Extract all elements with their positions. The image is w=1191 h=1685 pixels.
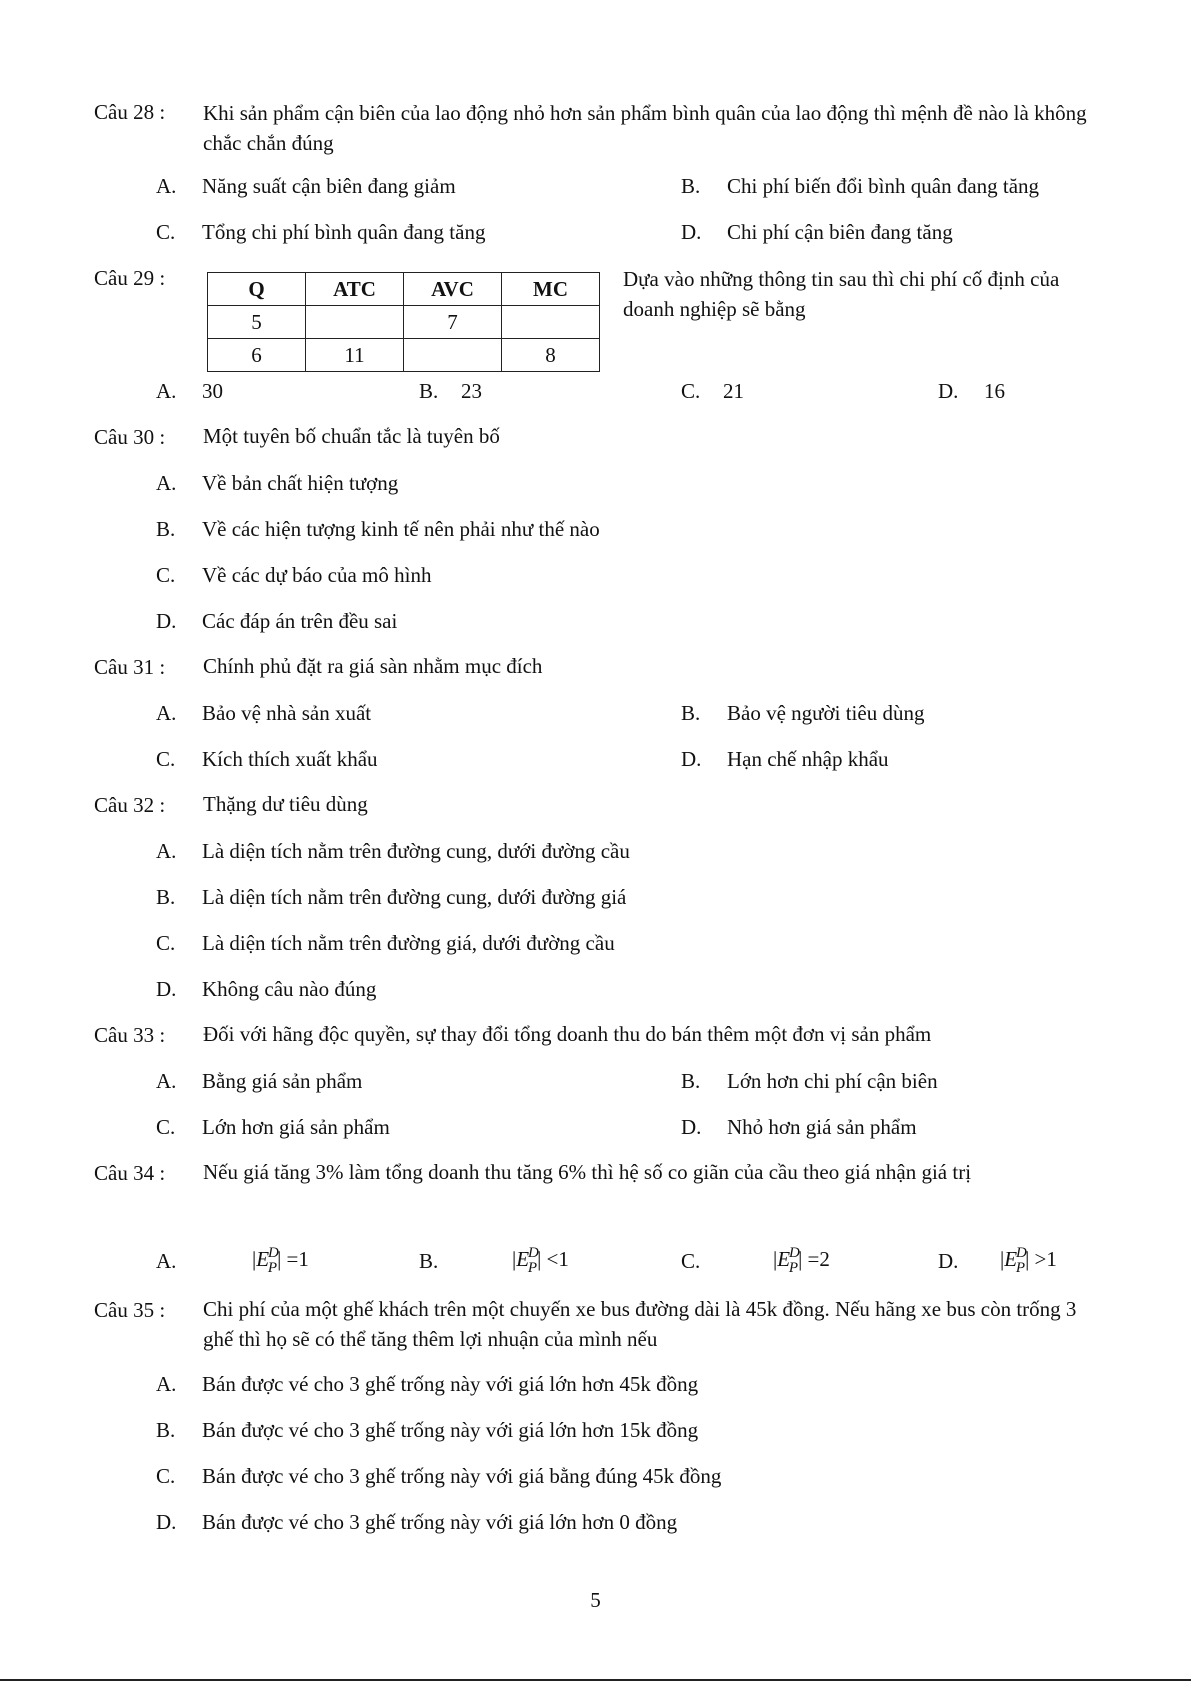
- option-text: 23: [461, 379, 482, 403]
- option-text: Về bản chất hiện tượng: [202, 471, 399, 495]
- option-letter: A.: [156, 379, 177, 403]
- option-relation: >1: [1034, 1247, 1057, 1271]
- option-text: Bảo vệ nhà sản xuất: [202, 701, 372, 725]
- elasticity-superscript: D: [1016, 1245, 1027, 1261]
- option-letter: D.: [681, 1115, 702, 1139]
- elasticity-symbol: E: [1004, 1247, 1018, 1271]
- elasticity-subscript: P: [1015, 1260, 1026, 1276]
- table-cell: [502, 306, 600, 339]
- option-text: Bán được vé cho 3 ghế trống này với giá lớn hơn 45k đồng: [202, 1372, 699, 1396]
- table-row: [208, 306, 600, 339]
- elasticity-superscript: D: [268, 1245, 279, 1261]
- option-letter: A.: [156, 701, 177, 725]
- question-29-number: Câu 29 :: [94, 266, 166, 290]
- option-text: Về các dự báo của mô hình: [202, 563, 432, 587]
- option-text: Là diện tích nằm trên đường cung, dưới đường cầu: [202, 839, 630, 863]
- option-text: Kích thích xuất khẩu: [202, 747, 378, 771]
- footer-divider: [0, 1679, 1191, 1681]
- question-34-option-b: $|E^D_P| <1$: [512, 1245, 569, 1276]
- option-relation: =2: [807, 1247, 830, 1271]
- question-33-option-d: [681, 1115, 917, 1140]
- option-text: 30: [202, 379, 223, 403]
- table-header: MC: [502, 273, 600, 306]
- option-letter: D.: [156, 1510, 177, 1534]
- option-letter: C.: [156, 220, 176, 244]
- question-29-option-c: [681, 379, 744, 404]
- table-header: AVC: [404, 273, 502, 306]
- question-34-option-a: $|E^D_P| =1$: [252, 1245, 309, 1276]
- question-31-option-d: [681, 747, 889, 772]
- question-35-number: Câu 35 :: [94, 1298, 166, 1322]
- option-letter: A.: [156, 839, 177, 863]
- question-31-option-a: [156, 701, 371, 726]
- option-letter: B.: [156, 1418, 176, 1442]
- question-32-text: Thặng dư tiêu dùng: [203, 792, 368, 816]
- option-letter: D.: [681, 220, 702, 244]
- question-33-option-c: [156, 1115, 390, 1140]
- question-33-text: Đối với hãng độc quyền, sự thay đổi tổng doanh thu do bán thêm một đơn vị sản phẩm: [203, 1022, 932, 1046]
- table-header: ATC: [306, 273, 404, 306]
- table-cell: [306, 306, 404, 339]
- question-35-option-a: [156, 1372, 698, 1397]
- option-letter: C.: [156, 1464, 176, 1488]
- option-letter: D.: [156, 609, 177, 633]
- option-letter: C.: [156, 1115, 176, 1139]
- option-text: Lớn hơn giá sản phẩm: [202, 1115, 390, 1139]
- question-34-option-d: $|E^D_P| >1$: [1000, 1245, 1057, 1276]
- option-text: Bán được vé cho 3 ghế trống này với giá lớn hơn 15k đồng: [202, 1418, 699, 1442]
- question-28-option-d: [681, 220, 953, 245]
- question-30-option-a: [156, 471, 398, 496]
- question-28-text: Khi sản phẩm cận biên của lao động nhỏ hơn sản phẩm bình quân của lao động thì mệnh đề nào là không chắc chắn đúng: [203, 101, 1087, 155]
- option-text: Bán được vé cho 3 ghế trống này với giá bằng đúng 45k đồng: [202, 1464, 722, 1488]
- option-text: Lớn hơn chi phí cận biên: [727, 1069, 938, 1093]
- option-letter: D.: [156, 977, 177, 1001]
- question-32-number: Câu 32 :: [94, 793, 166, 817]
- table-cell: 5: [208, 306, 306, 339]
- question-28-number: Câu 28 :: [94, 100, 166, 124]
- question-31-option-c: [156, 747, 378, 772]
- option-text: Về các hiện tượng kinh tế nên phải như thế nào: [202, 517, 600, 541]
- question-31-number: Câu 31 :: [94, 655, 166, 679]
- option-text: 16: [984, 379, 1005, 403]
- option-letter: C.: [156, 931, 176, 955]
- question-32-option-d: [156, 977, 376, 1002]
- question-31-text: Chính phủ đặt ra giá sàn nhằm mục đích: [203, 654, 543, 678]
- option-letter: D.: [681, 747, 702, 771]
- elasticity-superscript: D: [789, 1245, 800, 1261]
- table-row: [208, 339, 600, 372]
- option-letter: A.: [156, 1069, 177, 1093]
- table-cell: 7: [404, 306, 502, 339]
- option-letter: B.: [681, 701, 701, 725]
- table-cell: 8: [502, 339, 600, 372]
- question-34-option-d-letter: D.: [938, 1249, 959, 1273]
- question-34-number: Câu 34 :: [94, 1161, 166, 1185]
- question-30-option-c: [156, 563, 431, 588]
- option-letter: A.: [156, 471, 177, 495]
- option-text: Là diện tích nằm trên đường cung, dưới đường giá: [202, 885, 627, 909]
- option-letter: A.: [156, 174, 177, 198]
- option-relation: <1: [546, 1247, 569, 1271]
- option-letter: C.: [681, 379, 701, 403]
- option-text: Hạn chế nhập khẩu: [727, 747, 889, 771]
- question-33-option-a: [156, 1069, 362, 1094]
- option-text: Năng suất cận biên đang giảm: [202, 174, 456, 198]
- option-text: Là diện tích nằm trên đường giá, dưới đường cầu: [202, 931, 615, 955]
- elasticity-subscript: P: [788, 1260, 799, 1276]
- option-text: Các đáp án trên đều sai: [202, 609, 398, 633]
- question-35-option-d: [156, 1510, 677, 1535]
- option-letter: B.: [681, 1069, 701, 1093]
- option-text: Tổng chi phí bình quân đang tăng: [202, 220, 486, 244]
- option-letter: B.: [681, 174, 701, 198]
- question-29-text: Dựa vào những thông tin sau thì chi phí cố định của doanh nghiệp sẽ bằng: [623, 267, 1060, 321]
- table-cell: 11: [306, 339, 404, 372]
- table-header: Q: [208, 273, 306, 306]
- question-32-option-a: [156, 839, 630, 864]
- question-34-option-c-letter: C.: [681, 1249, 701, 1273]
- question-32-option-b: [156, 885, 626, 910]
- question-30-number: Câu 30 :: [94, 425, 166, 449]
- option-text: Bán được vé cho 3 ghế trống này với giá lớn hơn 0 đồng: [202, 1510, 678, 1534]
- question-34-option-a-letter: A.: [156, 1249, 177, 1273]
- question-29-option-d: [938, 379, 1005, 404]
- question-30-option-b: [156, 517, 600, 542]
- option-letter: B.: [419, 379, 439, 403]
- option-text: 21: [723, 379, 744, 403]
- page-number: 5: [590, 1588, 601, 1612]
- question-28-option-a: [156, 174, 456, 199]
- question-30-option-d: [156, 609, 397, 634]
- question-29-option-b: [419, 379, 482, 404]
- question-31-option-b: [681, 701, 924, 726]
- question-35-option-b: [156, 1418, 698, 1443]
- question-28-option-c: [156, 220, 485, 245]
- question-35-text: Chi phí của một ghế khách trên một chuyến xe bus đường dài là 45k đồng. Nếu hãng xe bus còn trống 3 ghế thì họ sẽ có thể tăng thêm lợi nhuận của mình nếu: [203, 1297, 1077, 1351]
- question-29-option-a: [156, 379, 223, 404]
- question-30-text: Một tuyên bố chuẩn tắc là tuyên bố: [203, 424, 500, 448]
- option-text: Không câu nào đúng: [202, 977, 377, 1001]
- elasticity-superscript: D: [528, 1245, 539, 1261]
- table-header-row: [208, 273, 600, 306]
- option-letter: D.: [938, 379, 959, 403]
- table-cell: 6: [208, 339, 306, 372]
- option-text: Bằng giá sản phẩm: [202, 1069, 363, 1093]
- option-letter: B.: [156, 885, 176, 909]
- option-relation: =1: [286, 1247, 309, 1271]
- elasticity-symbol: E: [516, 1247, 530, 1271]
- table-cell: [404, 339, 502, 372]
- question-34-option-b-letter: B.: [419, 1249, 439, 1273]
- question-33-option-b: [681, 1069, 938, 1094]
- option-text: Nhỏ hơn giá sản phẩm: [727, 1115, 917, 1139]
- question-33-number: Câu 33 :: [94, 1023, 166, 1047]
- elasticity-symbol: E: [777, 1247, 791, 1271]
- option-letter: C.: [156, 563, 176, 587]
- question-32-option-c: [156, 931, 615, 956]
- option-letter: A.: [156, 1372, 177, 1396]
- question-34-text: Nếu giá tăng 3% làm tổng doanh thu tăng 6% thì hệ số co giãn của cầu theo giá nhận giá trị: [203, 1160, 972, 1184]
- elasticity-subscript: P: [267, 1260, 278, 1276]
- cost-table: [207, 272, 600, 372]
- option-text: Bảo vệ người tiêu dùng: [727, 701, 925, 725]
- elasticity-symbol: E: [256, 1247, 270, 1271]
- option-text: Chi phí cận biên đang tăng: [727, 220, 953, 244]
- elasticity-subscript: P: [527, 1260, 538, 1276]
- question-28-option-b: [681, 174, 1039, 199]
- option-letter: B.: [156, 517, 176, 541]
- option-letter: C.: [156, 747, 176, 771]
- option-text: Chi phí biến đổi bình quân đang tăng: [727, 174, 1040, 198]
- question-35-option-c: [156, 1464, 721, 1489]
- question-34-option-c: $|E^D_P| =2$: [773, 1245, 830, 1276]
